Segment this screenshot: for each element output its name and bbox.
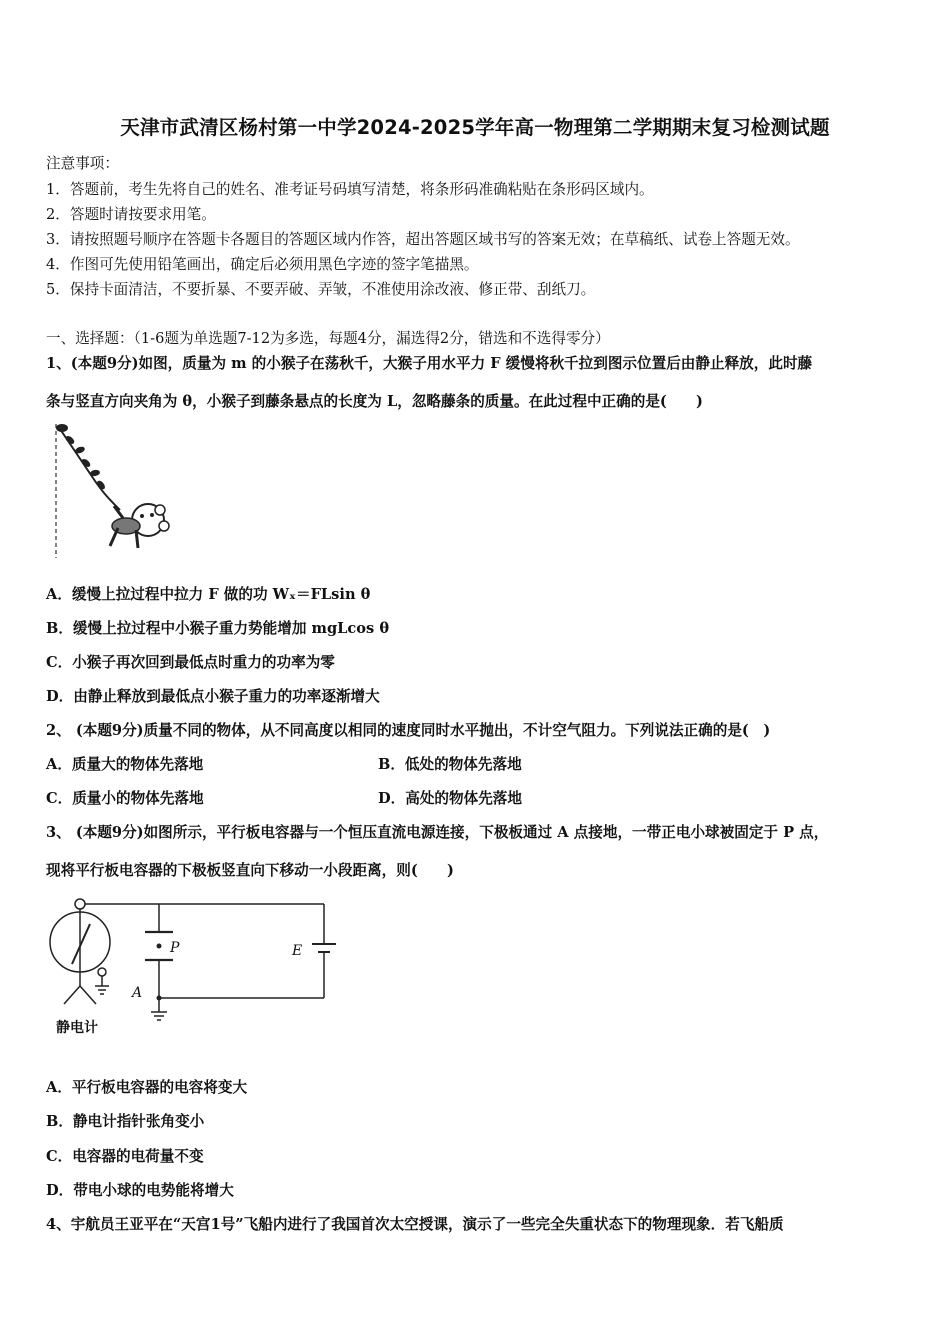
notice-item: 4．作图可先使用铅笔画出，确定后必须用黑色字迹的签字笔描黑。 <box>46 256 479 273</box>
point-p-marker <box>157 944 162 949</box>
notice-item: 5．保持卡面清洁，不要折暴、不要弄破、弄皱，不准使用涂改液、修正带、刮纸刀。 <box>46 281 596 298</box>
q2-option-b: B．低处的物体先落地 <box>378 756 522 773</box>
q3-option-b: B．静电计指针张角变小 <box>46 1113 205 1130</box>
q2-option-a: A．质量大的物体先落地 <box>46 756 204 773</box>
q1-option-a: A．缓慢上拉过程中拉力 F 做的功 Wₓ＝FLsin θ <box>46 586 371 603</box>
q2-stem: 2、 (本题9分)质量不同的物体，从不同高度以相同的速度同时水平抛出，不计空气阻力。下列说法正确的是( ) <box>46 722 771 739</box>
label-e: E <box>292 943 303 959</box>
label-a: A <box>132 985 143 1001</box>
q3-stem-line1: 3、 (本题9分)如图所示，平行板电容器与一个恒压直流电源连接，下极板通过 A 点接地，一带正电小球被固定于 P 点， <box>46 824 829 841</box>
q1-option-d: D．由静止释放到最低点小猴子重力的功率逐渐增大 <box>46 688 380 705</box>
q3-option-d: D．带电小球的电势能将增大 <box>46 1182 234 1199</box>
notice-heading: 注意事项： <box>46 155 119 172</box>
q4-stem-line1: 4、宇航员王亚平在“天宫1号”飞船内进行了我国首次太空授课，演示了一些完全失重状态下的物理现象．若飞船质 <box>46 1216 784 1233</box>
electroscope-terminal <box>75 899 85 909</box>
q1-stem-line1: 1、(本题9分)如图，质量为 m 的小猴子在荡秋千，大猴子用水平力 F 缓慢将秋千拉到图示位置后由静止释放，此时藤 <box>46 355 813 372</box>
q1-option-c: C．小猴子再次回到最低点时重力的功率为零 <box>46 654 335 671</box>
notice-item: 3．请按照题号顺序在答题卡各题目的答题区域内作答，超出答题区域书写的答案无效；在草稿纸、试卷上答题无效。 <box>46 231 800 248</box>
q2-option-c: C．质量小的物体先落地 <box>46 790 204 807</box>
notice-item: 2．答题时请按要求用笔。 <box>46 206 216 223</box>
q3-option-c: C．电容器的电荷量不变 <box>46 1148 204 1165</box>
q3-stem-line2: 现将平行板电容器的下极板竖直向下移动一小段距离，则( ) <box>46 862 454 879</box>
q3-option-a: A．平行板电容器的电容将变大 <box>46 1079 248 1096</box>
notice-item: 1．答题前，考生先将自己的姓名、准考证号码填写清楚，将条形码准确粘贴在条形码区域内。 <box>46 181 654 198</box>
capacitor-circuit-figure <box>44 890 344 1040</box>
q1-option-b: B．缓慢上拉过程中小猴子重力势能增加 mgLcos θ <box>46 620 390 637</box>
monkey-swing-figure <box>48 418 178 563</box>
exam-title: 天津市武清区杨村第一中学2024-2025学年高一物理第二学期期末复习检测试题 <box>120 116 830 139</box>
q1-stem-line2: 条与竖直方向夹角为 θ，小猴子到藤条悬点的长度为 L，忽略藤条的质量。在此过程中正确的是( ) <box>46 393 703 410</box>
section-heading: 一、选择题：（1-6题为单选题7-12为多选，每题4分，漏选得2分，错选和不选得零分） <box>46 330 610 347</box>
electroscope-caption: 静电计 <box>56 1020 98 1036</box>
point-a-marker <box>157 996 162 1001</box>
label-p: P <box>170 940 180 956</box>
q2-option-d: D．高处的物体先落地 <box>378 790 523 807</box>
monkey-icon <box>110 504 169 548</box>
